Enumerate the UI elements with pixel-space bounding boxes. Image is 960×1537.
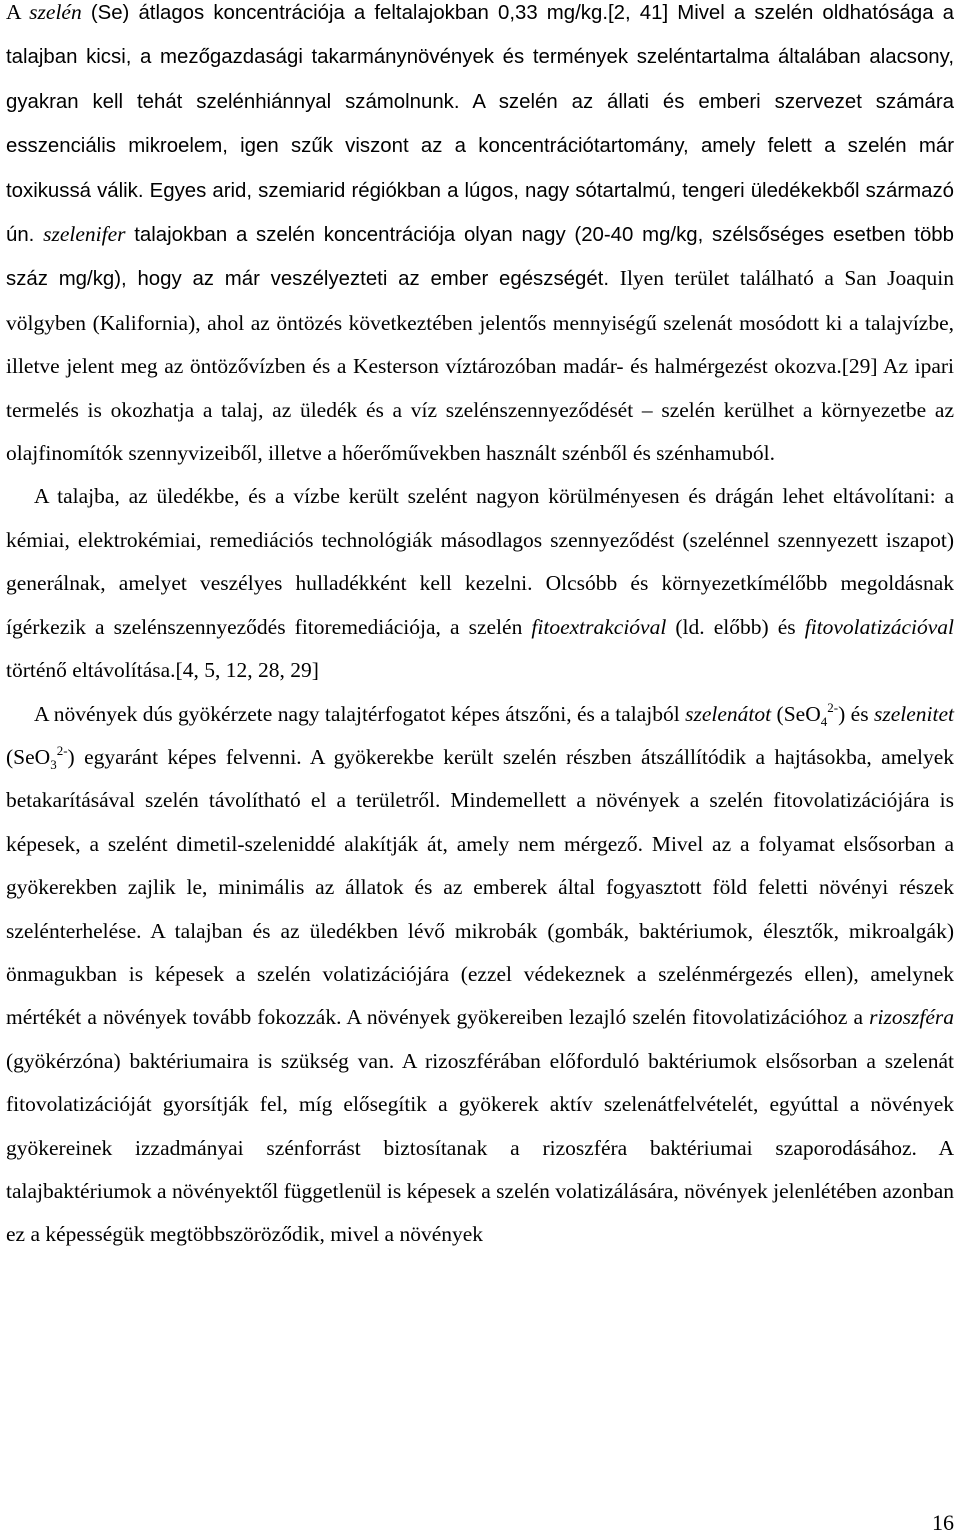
text-segment: (Se) átlagos koncentrációja a feltalajokban 0,33 mg/kg.[2, 41] Mivel a szelén oldhatósága a talajban kicsi, a mezőgazdasági takarmánynövények és termények szeléntartalma általában alacsony, gyakran kell tehát szelénhiánnyal számolnunk. xyxy=(6,2,954,113)
text-segment: rizoszféra xyxy=(869,1005,954,1030)
text-segment: (gyökérzóna) baktériumaira is szükség van. A rizoszférában előforduló baktériumok elsősorban a szelenát fitovolatizációját gyorsítják fel, míg elősegítik a gyökerek aktív szelenátfelvételét, egyúttal a növények gyökereinek izzadmányai szénforrást biztosítanak a rizoszféra baktériumai szaporodásához. A talajbaktériumok a növényektől függetlenül is képesek a szelén volatizálására, növények jelenlétében azonban ez a képességük megtöbbszöröződik, mivel a növények xyxy=(6,1048,955,1247)
text-segment: szelenifer xyxy=(43,222,126,247)
text-segment: szelenitet xyxy=(873,701,954,726)
text-segment: A szelén az állati és emberi szervezet számára esszenciális mikroelem, igen szűk viszont az a koncentrációtartomány, amely felett a szelén már toxikussá válik. Egyes arid, szemiarid régiókban a lúgos, nagy sótartalmú, tengeri üledékekből származó ún. xyxy=(6,90,954,247)
paragraph xyxy=(6,475,954,692)
text-segment: 2- xyxy=(827,699,839,715)
page-number: 16 xyxy=(932,1510,954,1535)
paragraph xyxy=(6,693,954,1257)
text-segment: szelén xyxy=(29,0,82,24)
text-segment: 2- xyxy=(56,742,68,758)
text-segment: fitovolatizációval xyxy=(804,614,955,639)
text-segment: ) egyaránt képes felvenni. A gyökerekbe került szelén részben átszállítódik a hajtásokba, amelyek betakarításával szelén távolítható el a területről. Mindemellett a növények a szelén fitovolatizációjára is képesek, a szelént dimetil-szeleniddé alakítják át, amely nem mérgező. Mivel az a folyamat elsősorban a gyökerekben zajlik le, minimális az állatok és az emberek által fogyasztott föld feletti növényi részek szelénterhelése. A talajban és az üledékben lévő mikrobák (gombák, baktériumok, élesztők, mikroalgák) önmagukban is képesek a szelén volatizációjára (ezzel védekeznek a szelénmérgezés ellen), amelynek mértékét a növények tovább fokozzák. A növények gyökereiben lezajló szelén fitovolatizációhoz a xyxy=(6,744,954,1030)
text-segment: (ld. előbb) és xyxy=(666,614,805,639)
text-segment: (SeO xyxy=(6,744,51,769)
text-segment: ) és xyxy=(838,701,874,726)
text-segment: talajokban a szelén koncentrációja olyan nagy (20-40 mg/kg, szélsőséges esetben több száz mg/kg), hogy az már veszélyezteti az ember egészségét. xyxy=(6,224,954,291)
text-segment: fitoextrakcióval xyxy=(531,614,667,639)
paragraph xyxy=(6,0,954,475)
text-segment: Ilyen terület található a San Joaquin völgyben (Kalifornia), ahol az öntözés következtében jelentős mennyiségű szelenát mosódott ki a talajvízbe, illetve jelent meg az öntözővízben és a Kesterson víztározóban madár- és halmérgezést okozva.[29] Az ipari termelés is okozhatja a talaj, az üledék és a víz szelénszennyeződését – szelén kerülhet a környezetbe az olajfinomítók szennyvizeiből, illetve a hőerőművekben használt szénből és szénhamuból. xyxy=(6,266,954,466)
text-segment: A xyxy=(6,0,30,24)
text-segment: A talajba, az üledékbe, és a vízbe került szelént nagyon körülményesen és drágán lehet eltávolítani: a kémiai, elektrokémiai, remediációs technológiák másodlagos szennyeződést (szelénnel szennyezett iszapot) generálnak, amelyet veszélyes hulladékként kell kezelni. Olcsóbb és környezetkímélőbb megoldásnak ígérkezik a szelénszennyeződés fitoremediációja, a szelén xyxy=(6,484,954,639)
text-segment: 4 xyxy=(820,713,828,729)
text-segment: szelenátot xyxy=(685,701,772,726)
text-segment: 3 xyxy=(50,756,57,772)
document-page xyxy=(6,0,954,1257)
text-segment: történő eltávolítása.[4, 5, 12, 28, 29] xyxy=(6,658,319,683)
text-segment: (SeO xyxy=(771,701,821,726)
text-segment: A növények dús gyökérzete nagy talajtérfogatot képes átszőni, és a talajból xyxy=(34,701,686,726)
